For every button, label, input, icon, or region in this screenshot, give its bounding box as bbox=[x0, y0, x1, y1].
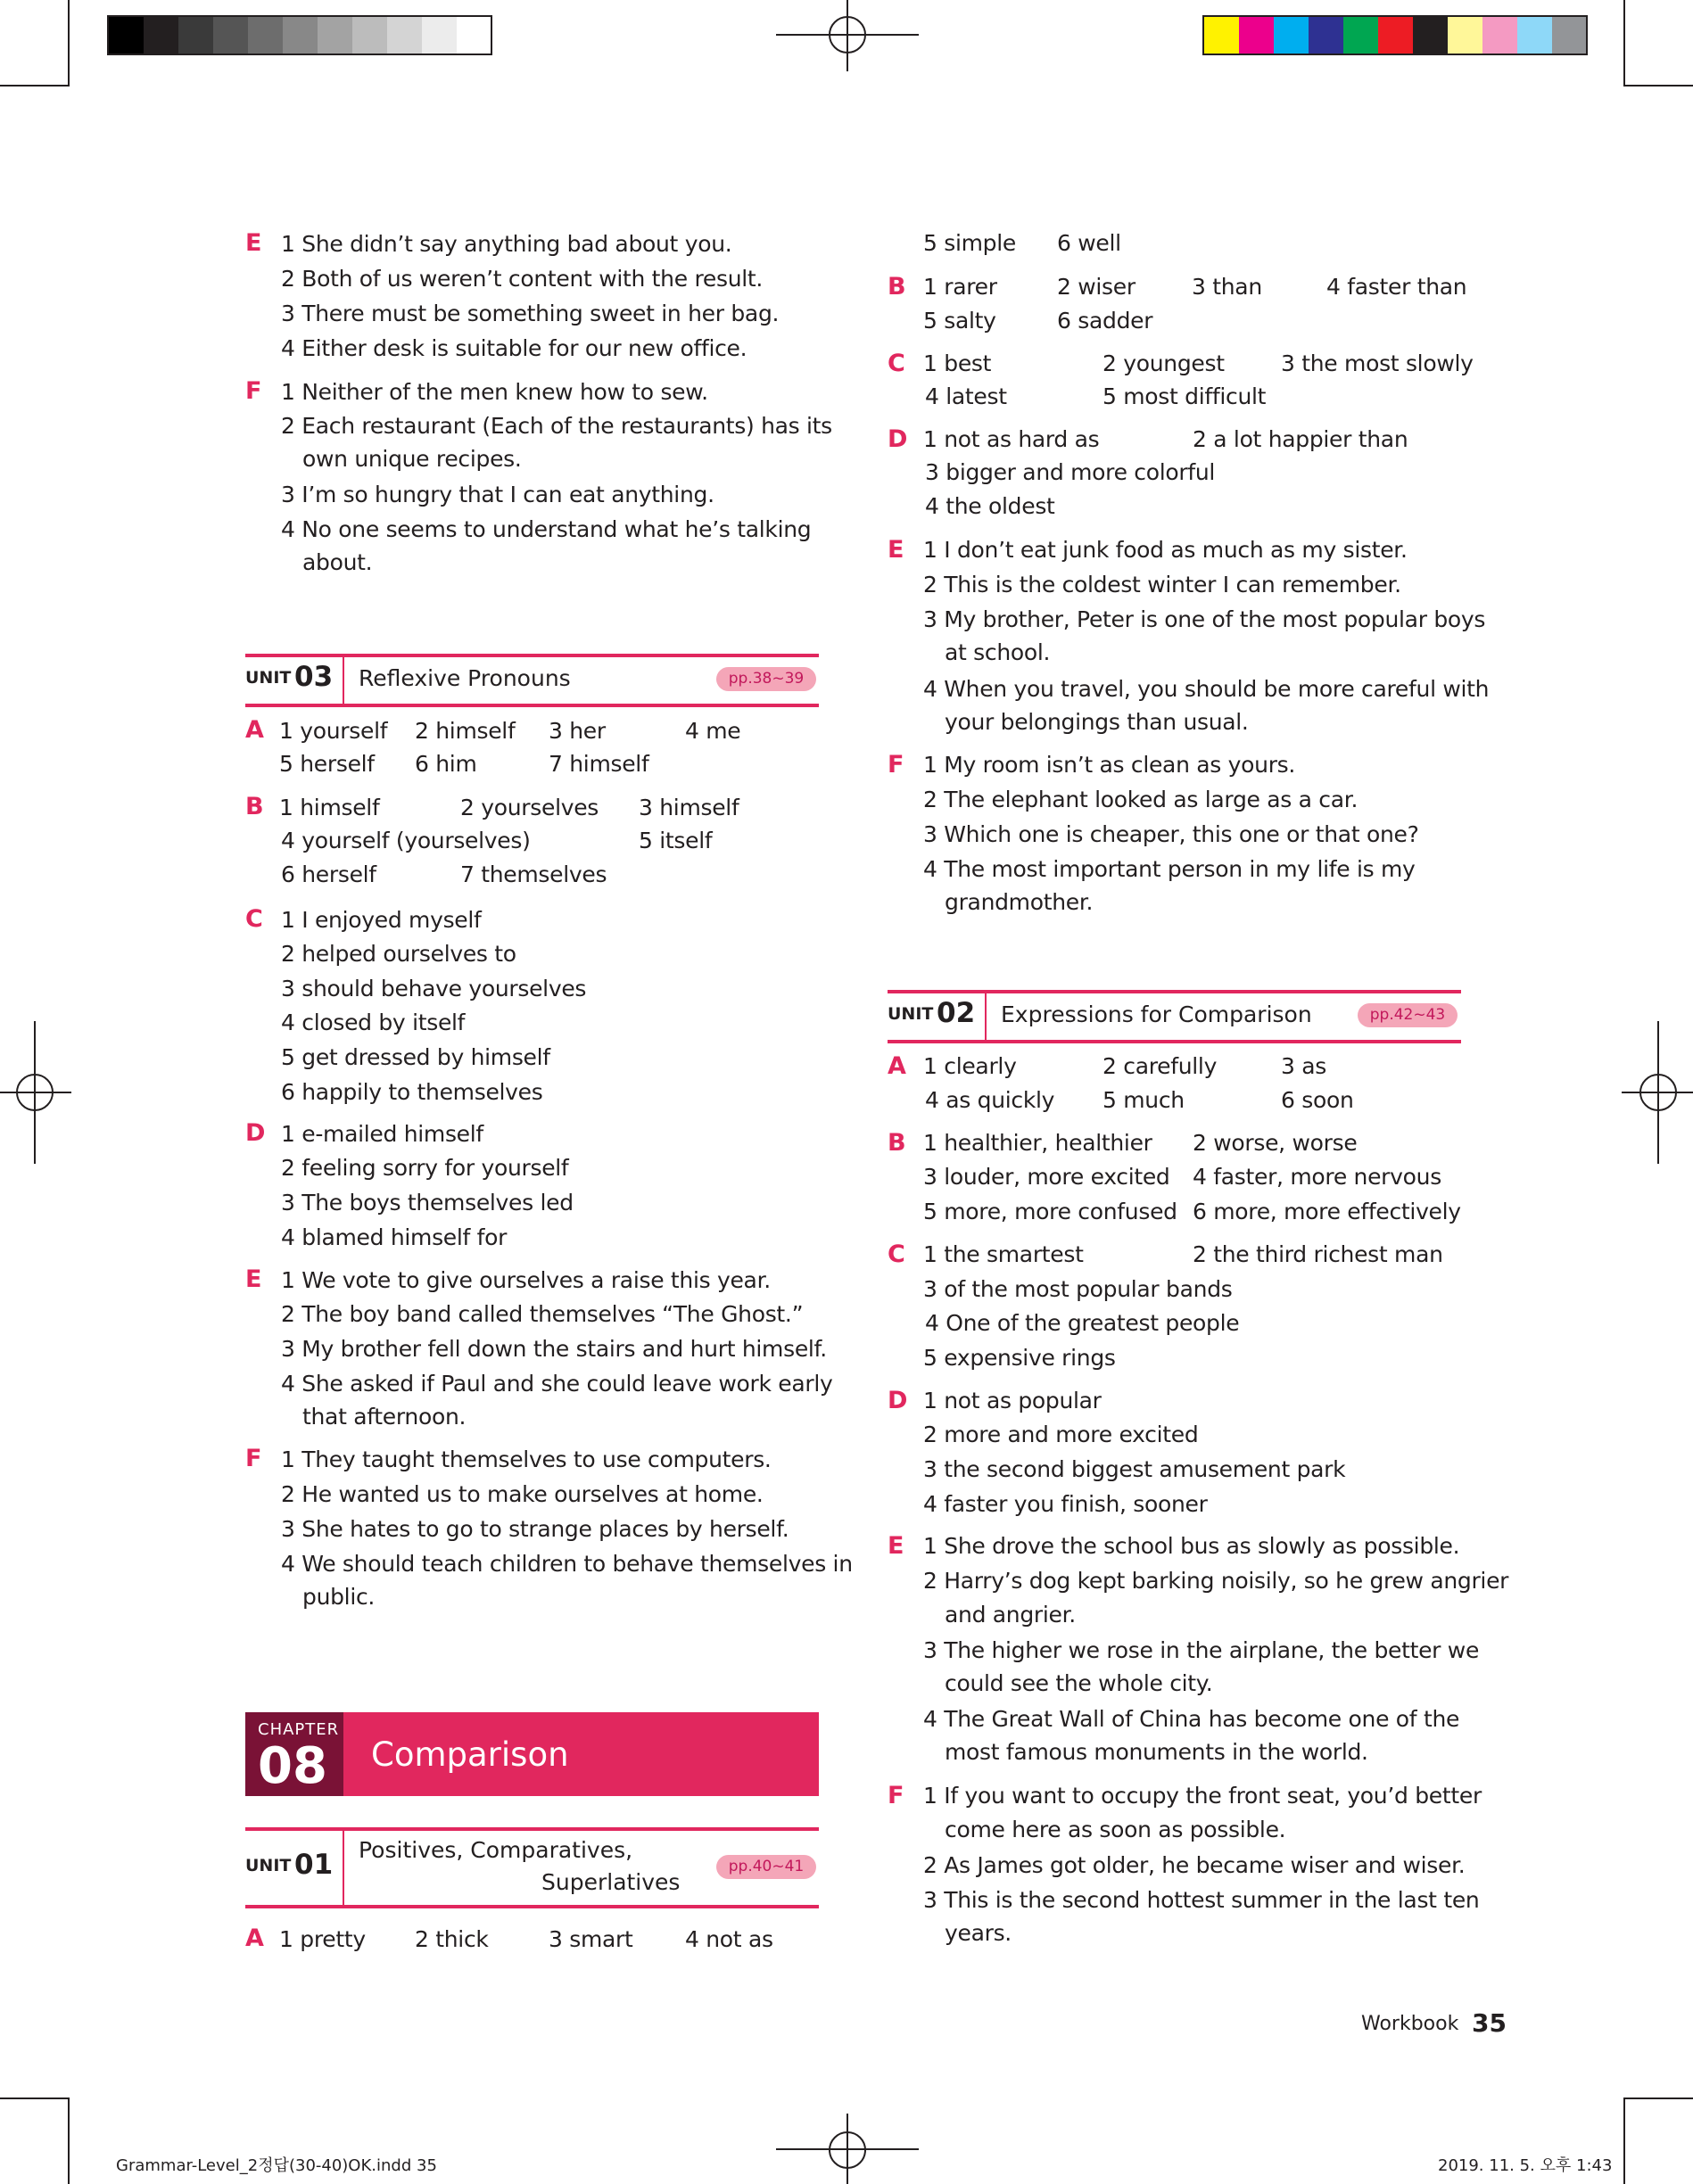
answer-cell: 1 clearly bbox=[923, 1053, 1017, 1079]
slug-date: 2019. 11. 5. 오후 1:43 bbox=[1438, 2156, 1613, 2175]
color-swatch bbox=[1552, 17, 1586, 54]
answer-cell: 4 faster than bbox=[1326, 274, 1467, 300]
answer-line: public. bbox=[302, 1584, 376, 1610]
unit-number: 01 bbox=[294, 1849, 334, 1881]
answer-line: 3 The higher we rose in the airplane, the better we bbox=[923, 1637, 1480, 1663]
answer-line: 4 We should teach children to behave themselves in bbox=[281, 1551, 853, 1577]
answer-cell: 5 more, more confused bbox=[923, 1199, 1177, 1224]
answer-line: 3 My brother, Peter is one of the most popular boys bbox=[923, 606, 1486, 632]
chapter-number-box bbox=[245, 1712, 343, 1796]
answer-cell: 1 healthier, healthier bbox=[923, 1130, 1152, 1156]
answer-cell: 4 yourself (yourselves) bbox=[281, 828, 531, 853]
answer-line: most famous monuments in the world. bbox=[945, 1739, 1368, 1765]
registration-mark bbox=[0, 1021, 71, 1164]
answer-line: 1 My room isn’t as clean as yours. bbox=[923, 752, 1296, 778]
answer-cell: 7 themselves bbox=[460, 861, 607, 887]
registration-mark bbox=[1622, 1021, 1693, 1164]
gray-swatch bbox=[352, 17, 387, 54]
answer-line: 2 helped ourselves to bbox=[281, 941, 516, 967]
section-letter-C: C bbox=[245, 905, 263, 933]
answer-line: that afternoon. bbox=[302, 1404, 467, 1430]
answer-line: 2 Harry’s dog kept barking noisily, so he grew angrier bbox=[923, 1568, 1509, 1594]
answer-line: 3 She hates to go to strange places by herself. bbox=[281, 1516, 789, 1542]
section-letter-A: A bbox=[888, 1052, 906, 1080]
answer-cell: 2 youngest bbox=[1103, 350, 1225, 376]
chapter-banner bbox=[245, 1712, 819, 1796]
answer-line: 4 When you travel, you should be more careful with bbox=[923, 676, 1490, 702]
color-swatch bbox=[1309, 17, 1343, 54]
answer-cell: 4 latest bbox=[925, 383, 1007, 409]
gray-color-bar bbox=[107, 15, 492, 55]
answer-line: 2 feeling sorry for yourself bbox=[281, 1155, 569, 1181]
answer-line: 1 not as popular bbox=[923, 1388, 1102, 1413]
answer-cell: 5 much bbox=[1103, 1087, 1185, 1113]
answer-cell: 3 than bbox=[1192, 274, 1262, 300]
gray-swatch bbox=[387, 17, 422, 54]
answer-cell: 5 simple bbox=[923, 230, 1016, 256]
section-letter-D: D bbox=[888, 425, 908, 453]
book-label: Workbook bbox=[1361, 2013, 1459, 2035]
unit-title: Expressions for Comparison bbox=[1001, 1001, 1312, 1027]
color-swatch bbox=[1239, 17, 1274, 54]
crop-mark bbox=[1625, 2097, 1693, 2099]
answer-cell: 3 himself bbox=[639, 795, 739, 820]
chapter-label: CHAPTER bbox=[258, 1720, 340, 1739]
section-letter-D: D bbox=[245, 1119, 266, 1147]
answer-cell: 3 the most slowly bbox=[1281, 350, 1474, 376]
answer-line: 4 closed by itself bbox=[281, 1010, 466, 1035]
answer-line: 4 faster you finish, sooner bbox=[923, 1491, 1208, 1517]
answer-line: and angrier. bbox=[945, 1602, 1076, 1628]
answer-cell: 1 himself bbox=[279, 795, 380, 820]
answer-line: 5 get dressed by himself bbox=[281, 1044, 550, 1070]
page-reference-badge: pp.40~41 bbox=[716, 1855, 816, 1879]
section-letter-D: D bbox=[888, 1387, 908, 1414]
answer-line: 2 Both of us weren’t content with the result. bbox=[281, 266, 764, 292]
answer-cell: 5 herself bbox=[279, 751, 375, 777]
answer-line: 4 The Great Wall of China has become one of the bbox=[923, 1706, 1460, 1732]
color-swatch bbox=[1482, 17, 1517, 54]
answer-line: 1 We vote to give ourselves a raise this year. bbox=[281, 1267, 771, 1293]
chapter-title: Comparison bbox=[371, 1735, 569, 1774]
answer-cell: 1 rarer bbox=[923, 274, 997, 300]
answer-cell: 2 the third richest man bbox=[1193, 1241, 1443, 1267]
answer-line: could see the whole city. bbox=[945, 1670, 1213, 1696]
answer-cell: 1 pretty bbox=[279, 1926, 366, 1952]
color-swatch bbox=[1448, 17, 1482, 54]
section-letter-F: F bbox=[888, 1782, 904, 1809]
gray-swatch bbox=[144, 17, 178, 54]
section-letter-F: F bbox=[245, 1445, 262, 1472]
answer-line: 3 should behave yourselves bbox=[281, 976, 587, 1001]
answer-cell: 6 herself bbox=[281, 861, 376, 887]
color-swatch bbox=[1274, 17, 1309, 54]
crop-mark bbox=[1623, 0, 1625, 87]
answer-cell: 4 the oldest bbox=[925, 493, 1055, 519]
section-letter-B: B bbox=[245, 793, 264, 820]
answer-cell: 5 most difficult bbox=[1103, 383, 1267, 409]
answer-cell: 3 smart bbox=[549, 1926, 633, 1952]
answer-cell: 1 best bbox=[923, 350, 992, 376]
answer-cell: 3 bigger and more colorful bbox=[925, 459, 1216, 485]
answer-line: 1 e-mailed himself bbox=[281, 1121, 483, 1147]
answer-line: 6 happily to themselves bbox=[281, 1079, 543, 1105]
answer-line: come here as soon as possible. bbox=[945, 1817, 1286, 1842]
unit-label: UNIT bbox=[245, 1856, 292, 1875]
gray-swatch bbox=[248, 17, 283, 54]
answer-line: 1 They taught themselves to use computers. bbox=[281, 1446, 772, 1472]
answer-cell: 2 thick bbox=[415, 1926, 489, 1952]
page-number: 35 bbox=[1472, 2008, 1507, 2038]
unit-02-header bbox=[888, 990, 1461, 1043]
answer-cell: 4 faster, more nervous bbox=[1193, 1164, 1441, 1190]
section-letter-A: A bbox=[245, 716, 264, 744]
section-letter-B: B bbox=[888, 273, 906, 301]
answer-cell: 3 her bbox=[549, 718, 606, 744]
answer-line: 4 The most important person in my life is my bbox=[923, 856, 1416, 882]
answer-cell: 6 him bbox=[415, 751, 477, 777]
answer-line: 4 No one seems to understand what he’s talking bbox=[281, 516, 812, 542]
section-letter-E: E bbox=[888, 1532, 904, 1560]
registration-mark bbox=[776, 2114, 919, 2184]
answer-line: 1 I don’t eat junk food as much as my sister. bbox=[923, 537, 1408, 563]
section-letter-F: F bbox=[888, 751, 904, 779]
answer-line: 4 She asked if Paul and she could leave work early bbox=[281, 1371, 833, 1397]
answer-line: 1 She didn’t say anything bad about you. bbox=[281, 231, 732, 257]
crop-mark bbox=[0, 85, 68, 87]
answer-cell: 7 himself bbox=[549, 751, 649, 777]
answer-cell: 1 yourself bbox=[279, 718, 388, 744]
page-reference-badge: pp.38~39 bbox=[716, 667, 816, 691]
unit-01-header bbox=[245, 1827, 819, 1908]
answer-line: grandmother. bbox=[945, 889, 1094, 915]
unit-title-line-1: Positives, Comparatives, bbox=[359, 1837, 633, 1863]
answer-cell: 5 salty bbox=[923, 308, 996, 334]
crop-mark bbox=[1625, 85, 1693, 87]
answer-line: 3 This is the second hottest summer in the last ten bbox=[923, 1887, 1480, 1913]
answer-line: 2 This is the coldest winter I can remember. bbox=[923, 572, 1401, 598]
answer-line: 1 Neither of the men knew how to sew. bbox=[281, 379, 708, 405]
answer-line: 3 I’m so hungry that I can eat anything. bbox=[281, 482, 714, 507]
page-footer bbox=[1356, 2008, 1507, 2040]
answer-line: about. bbox=[302, 549, 373, 575]
answer-line: 3 There must be something sweet in her bag. bbox=[281, 301, 780, 326]
section-letter-B: B bbox=[888, 1129, 906, 1157]
crop-mark bbox=[68, 0, 70, 87]
color-swatch bbox=[1378, 17, 1413, 54]
color-swatch bbox=[1517, 17, 1552, 54]
gray-swatch bbox=[213, 17, 248, 54]
answer-cell: 1 the smartest bbox=[923, 1241, 1084, 1267]
gray-swatch bbox=[422, 17, 457, 54]
answer-line: 4 Either desk is suitable for our new office. bbox=[281, 335, 747, 361]
gray-swatch bbox=[457, 17, 491, 54]
unit-title: Reflexive Pronouns bbox=[359, 665, 571, 691]
answer-cell: 4 as quickly bbox=[925, 1087, 1055, 1113]
unit-number: 03 bbox=[294, 661, 334, 693]
section-letter-C: C bbox=[888, 1240, 905, 1268]
unit-label: UNIT bbox=[888, 1004, 934, 1024]
unit-number: 02 bbox=[937, 997, 976, 1029]
answer-cell: 4 One of the greatest people bbox=[925, 1310, 1240, 1336]
crop-mark bbox=[1623, 2097, 1625, 2184]
section-letter-E: E bbox=[245, 229, 262, 257]
answer-cell: 3 louder, more excited bbox=[923, 1164, 1170, 1190]
gray-swatch bbox=[318, 17, 352, 54]
slug-file-name: Grammar-Level_2정답(30-40)OK.indd 35 bbox=[116, 2156, 437, 2175]
answer-line: 3 the second biggest amusement park bbox=[923, 1456, 1346, 1482]
answer-line: 3 Which one is cheaper, this one or that one? bbox=[923, 821, 1419, 847]
section-letter-E: E bbox=[888, 536, 904, 564]
answer-line: 4 blamed himself for bbox=[281, 1224, 508, 1250]
answer-line: 1 I enjoyed myself bbox=[281, 907, 482, 933]
crop-mark bbox=[68, 2097, 70, 2184]
answer-cell: 1 not as hard as bbox=[923, 426, 1100, 452]
process-color-bar bbox=[1202, 15, 1588, 55]
answer-line: years. bbox=[945, 1920, 1012, 1946]
answer-cell: 2 carefully bbox=[1103, 1053, 1218, 1079]
unit-03-header bbox=[245, 654, 819, 707]
answer-cell: 4 not as bbox=[685, 1926, 773, 1952]
answer-cell: 6 sadder bbox=[1057, 308, 1153, 334]
answer-line: 2 more and more excited bbox=[923, 1422, 1199, 1447]
color-swatch bbox=[1204, 17, 1239, 54]
answer-line: your belongings than usual. bbox=[945, 709, 1249, 735]
answer-line: 3 My brother fell down the stairs and hurt himself. bbox=[281, 1336, 827, 1362]
unit-title-line-2: Superlatives bbox=[541, 1869, 681, 1895]
color-swatch bbox=[1413, 17, 1448, 54]
chapter-number: 08 bbox=[258, 1737, 327, 1795]
answer-cell: 2 yourselves bbox=[460, 795, 599, 820]
answer-cell: 2 a lot happier than bbox=[1193, 426, 1408, 452]
answer-cell: 2 worse, worse bbox=[1193, 1130, 1358, 1156]
answer-line: 2 He wanted us to make ourselves at home. bbox=[281, 1481, 764, 1507]
section-letter-E: E bbox=[245, 1265, 262, 1293]
gray-swatch bbox=[109, 17, 144, 54]
answer-cell: 6 more, more effectively bbox=[1193, 1199, 1461, 1224]
answer-line: 1 If you want to occupy the front seat, you’d better bbox=[923, 1783, 1482, 1809]
answer-line: 3 The boys themselves led bbox=[281, 1190, 574, 1216]
answer-cell: 2 himself bbox=[415, 718, 516, 744]
answer-line: 1 She drove the school bus as slowly as possible. bbox=[923, 1533, 1460, 1559]
answer-line: at school. bbox=[945, 639, 1051, 665]
crop-mark bbox=[0, 2097, 68, 2099]
answer-line: 2 Each restaurant (Each of the restaurants) has its bbox=[281, 413, 832, 439]
color-swatch bbox=[1343, 17, 1378, 54]
unit-label: UNIT bbox=[245, 668, 292, 688]
section-letter-C: C bbox=[888, 350, 905, 377]
answer-line: 2 As James got older, he became wiser and wiser. bbox=[923, 1852, 1466, 1878]
answer-line: 2 The boy band called themselves “The Ghost.” bbox=[281, 1301, 804, 1327]
answer-cell: 6 well bbox=[1057, 230, 1121, 256]
answer-cell: 5 itself bbox=[639, 828, 713, 853]
section-letter-A: A bbox=[245, 1924, 264, 1952]
answer-line: own unique recipes. bbox=[302, 446, 522, 472]
answer-cell: 4 me bbox=[685, 718, 741, 744]
answer-cell: 6 soon bbox=[1281, 1087, 1354, 1113]
registration-mark bbox=[776, 0, 919, 71]
gray-swatch bbox=[283, 17, 318, 54]
answer-line: 2 The elephant looked as large as a car. bbox=[923, 787, 1359, 812]
answer-cell: 3 of the most popular bands bbox=[923, 1276, 1233, 1302]
gray-swatch bbox=[178, 17, 213, 54]
answer-cell: 3 as bbox=[1281, 1053, 1326, 1079]
answer-cell: 2 wiser bbox=[1057, 274, 1136, 300]
answer-cell: 5 expensive rings bbox=[923, 1345, 1116, 1371]
page-reference-badge: pp.42~43 bbox=[1358, 1003, 1458, 1027]
section-letter-F: F bbox=[245, 377, 262, 405]
